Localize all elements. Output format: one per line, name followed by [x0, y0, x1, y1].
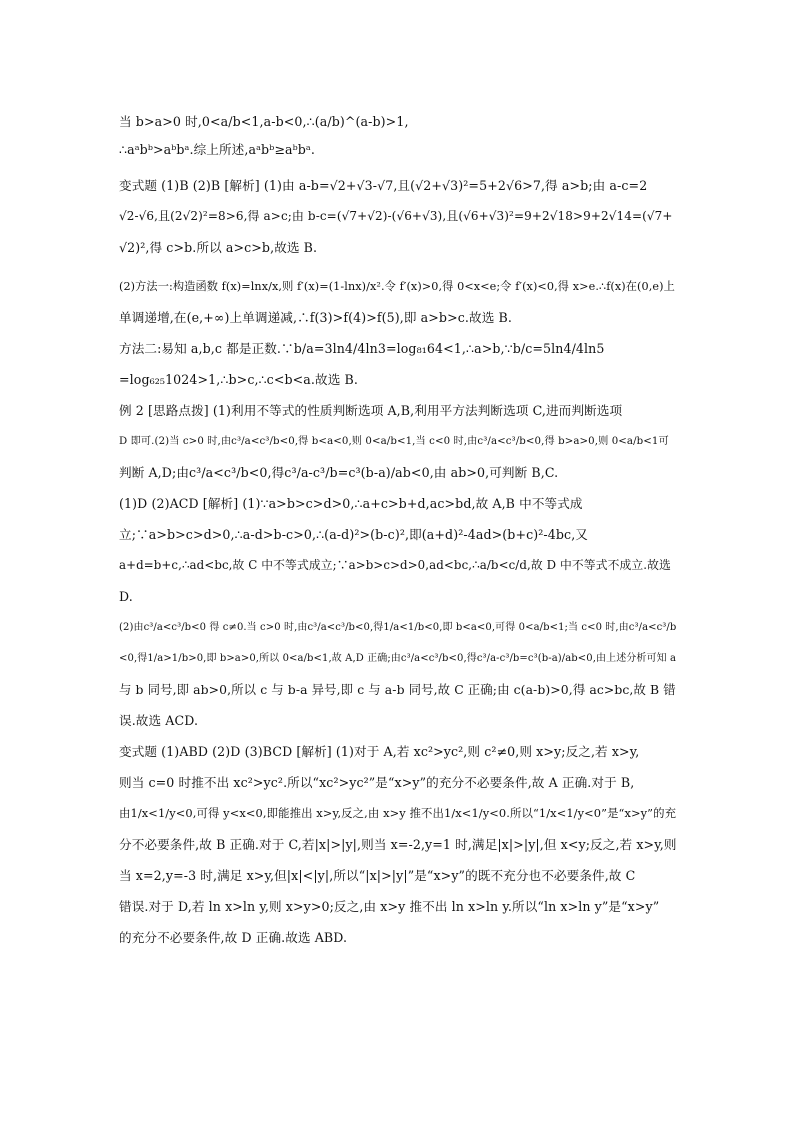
text-line: 单调递增,在(e,+∞)上单调递减,∴f(3)>f(4)>f(5),即 a>b>c.故选 B. — [119, 310, 512, 325]
text-line: √2)²,得 c>b.所以 a>c>b,故选 B. — [119, 240, 318, 255]
text-line: a+d=b+c,∴ad<bc,故 C 中不等式成立;∵a>b>c>d>0,ad<bc,∴a/b<c/d,故 D 中不等式不成立.故选 — [119, 558, 671, 572]
text-line: <0,得1/a>1/b>0,即 b>a>0,所以 0<a/b<1,故 A,D 正确;由c³/a<c³/b<0,得c³/a-c³/b=c³(b-a)/ab<0,由上述分析可知 a — [119, 653, 677, 664]
text-line: 判断 A,D;由c³/a<c³/b<0,得c³/a-c³/b=c³(b-a)/ab<0,由 ab>0,可判断 B,C. — [119, 465, 559, 480]
text-line: 方法二:易知 a,b,c 都是正数.∵b/a=3ln4/4ln3=log₈₁64<1,∴a>b,∵b/c=5ln4/4ln5 — [119, 341, 605, 356]
text-line: √2-√6,且(2√2)²=8>6,得 a>c;由 b-c=(√7+√2)-(√6+√3),且(√6+√3)²=9+2√18>9+2√14=(√7+ — [119, 209, 673, 223]
text-line: 分不必要条件,故 B 正确.对于 C,若|x|>|y|,则当 x=-2,y=1 时,满足|x|>|y|,但 x<y;反之,若 x>y,则 — [119, 837, 677, 852]
text-line: D 即可.(2)当 c>0 时,由c³/a<c³/b<0,得 b<a<0,则 0<a/b<1,当 c<0 时,由c³/a<c³/b<0,得 b>a>0,则 0<a/b<1可 — [119, 436, 669, 447]
text-line: 由1/x<1/y<0,可得 y<x<0,即能推出 x>y,反之,由 x>y 推不出1/x<1/y<0.所以“1/x<1/y<0”是“x>y”的充 — [119, 806, 677, 820]
text-line: =log₆₂₅1024>1,∴b>c,∴c<b<a.故选 B. — [119, 372, 358, 387]
paragraph-example-2-hint — [119, 395, 679, 488]
text-line: 当 x=2,y=-3 时,满足 x>y,但|x|<|y|,所以“|x|>|y|”是“x>y”的既不充分也不必要条件,故 C — [119, 868, 636, 883]
paragraph-example-2-solution-1 — [119, 488, 679, 612]
text-line: 立;∵a>b>c>d>0,∴a-d>b-c>0,∴(a-d)²>(b-c)²,即(a+d)²-4ad>(b+c)²-4bc,又 — [119, 527, 588, 542]
paragraph-method-2 — [119, 333, 679, 395]
text-line: 与 b 同号,即 ab>0,所以 c 与 b-a 异号,即 c 与 a-b 同号,故 C 正确;由 c(a-b)>0,得 ac>bc,故 B 错 — [119, 682, 676, 697]
text-line: 错误.对于 D,若 ln x>ln y,则 x>y>0;反之,由 x>y 推不出 ln x>ln y.所以“ln x>ln y”是“x>y” — [119, 899, 660, 914]
text-line: (2)由c³/a<c³/b<0 得 c≠0.当 c>0 时,由c³/a<c³/b<0,得1/a<1/b<0,即 b<a<0,可得 0<a/b<1;当 c<0 时,由c³/a<c³/b — [119, 622, 677, 633]
text-line: 误.故选 ACD. — [119, 713, 199, 728]
text-line: 变式题 (1)ABD (2)D (3)BCD [解析] (1)对于 A,若 xc²>yc²,则 c²≠0,则 x>y;反之,若 x>y, — [119, 744, 640, 759]
text-line: 当 b>a>0 时,0<a/b<1,a-b<0,∴(a/b)^(a-b)>1, — [119, 114, 409, 129]
text-line: ∴aᵃbᵇ>aᵇbᵃ.综上所述,aᵃbᵇ≥aᵇbᵃ. — [119, 142, 315, 157]
paragraph-example-2-solution-2 — [119, 612, 679, 736]
document-body — [119, 106, 679, 953]
text-line: (1)D (2)ACD [解析] (1)∵a>b>c>d>0,∴a+c>b+d,ac>bd,故 A,B 中不等式成 — [119, 496, 583, 511]
text-line: 变式题 (1)B (2)B [解析] (1)由 a-b=√2+√3-√7,且(√2+√3)²=5+2√6>7,得 a>b;由 a-c=2 — [119, 178, 648, 193]
text-line: D. — [119, 589, 133, 604]
paragraph-variant-1 — [119, 170, 679, 263]
text-line: 例 2 [思路点拨] (1)利用不等式的性质判断选项 A,B,利用平方法判断选项 C,进而判断选项 — [119, 403, 623, 418]
text-line: 的充分不必要条件,故 D 正确.故选 ABD. — [119, 930, 348, 945]
paragraph-method-1 — [119, 271, 679, 333]
paragraph-conclusion — [119, 106, 679, 162]
text-line: (2)方法一:构造函数 f(x)=lnx/x,则 f′(x)=(1-lnx)/x².令 f′(x)>0,得 0<x<e;令 f′(x)<0,得 x>e.∴f(x)在(0,e)上 — [119, 280, 675, 293]
text-line: 则当 c=0 时推不出 xc²>yc².所以“xc²>yc²”是“x>y”的充分不必要条件,故 A 正确.对于 B, — [119, 775, 635, 790]
paragraph-variant-2 — [119, 736, 679, 953]
